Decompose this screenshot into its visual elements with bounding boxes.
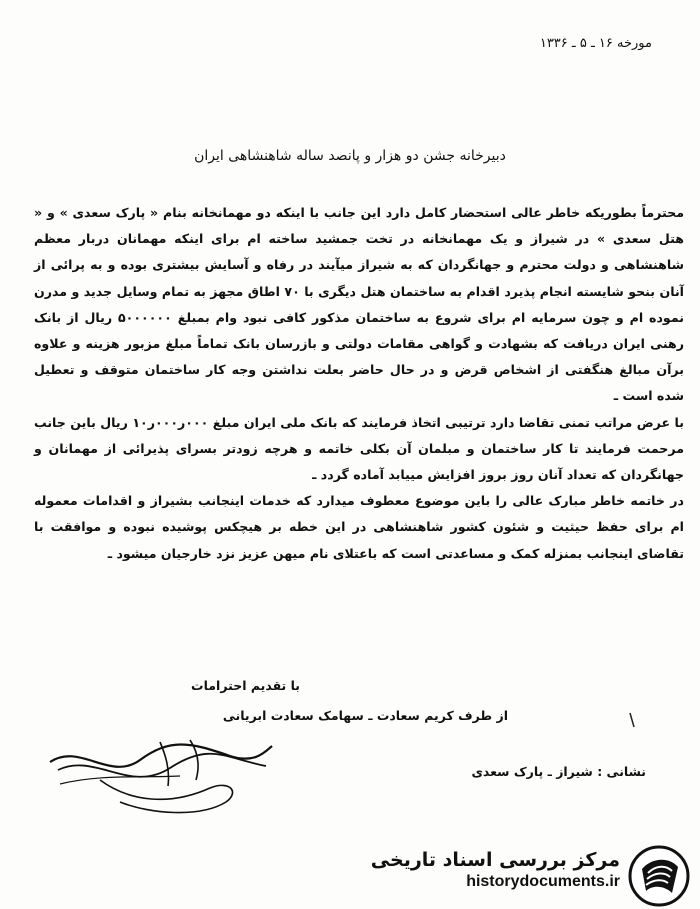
handwritten-signature: [40, 722, 280, 822]
letter-closing: با تقدیم احترامات: [191, 678, 300, 693]
watermark-url: historydocuments.ir: [466, 873, 620, 890]
letter-address: نشانی : شیراز ـ پارک سعدی: [471, 764, 646, 779]
letter-recipient: دبیرخانه جشن دو هزار و پانصد ساله شاهنشاهی ایران: [194, 148, 506, 164]
letter-paragraph: با عرض مراتب تمنی تقاضا دارد ترتیبی اتخاذ فرمایند که بانک ملی ایران مبلغ ۰۰۰ر۰۰۰ر۱۰ ریال باین جانب مرحمت فرمایند تا کار ساختمان و مبلمان آن بکلی خاتمه و هرچه زودتر بسرای پذیرائی از مهمانان و جهانگردان که تعداد آنان روز بروز افزایش مییابد آماده گردد ـ: [34, 414, 684, 483]
letter-paragraph: در خاتمه خاطر مبارک عالی را باین موضوع معطوف میدارد که خدمات اینجانب بشیراز و اقدامات معموله ام برای حفظ حیثیت و شئون کشور شاهنشاهی در این خطه بر هیچکس پوشیده نبوده و موافقت با تقاضای اینجانب بمنزله کمک و مساعدتی است که باعتلای نام میهن عزیز نزد خارجیان میشود ـ: [34, 493, 684, 561]
letter-paragraph: محترماً بطوریکه خاطر عالی استحضار کامل دارد این جانب با اینکه دو مهمانخانه بنام « پارک سعدی » و « هتل سعدی » در شیراز و یک مهمانخانه در تخت جمشید ساخته ام برای اینکه مهمانان دربار معظم شاهنشاهی و دولت محترم و جهانگردان که به شیراز میآیند در رفاه و آسایش بیشتری بوده و به پرائی از آنان بنحو شایسته انجام پذیرد اقدام به ساختمان هتل دیگری با ۷۰ اطاق مجهز به تمام وسایل جدید و مدرن نموده ام و چون سرمایه ام برای شروع به ساختمان مذکور کافی نبود وام بمبلغ ۵۰۰۰۰۰۰ ریال از بانک رهنی ایران دریافت که بشهادت و گواهی مقامات دولتی و بازرسان بانک تماماً مبلغ مزبور هزینه و علاوه برآن مبالغ هنگفتی از اشخاص قرض و در حال حاضر بعلت نداشتن وجه کار ساختمان متوقف و تعطیل شده است ـ: [34, 205, 685, 404]
ink-mark: [628, 712, 636, 728]
watermark-text: [371, 849, 620, 891]
letter-date: مورخه ۱۶ ـ ۵ ـ ۱۳۳۶: [539, 36, 652, 51]
letter-body: [34, 200, 684, 567]
watermark-title: مرکز بررسی اسناد تاریخی: [370, 849, 620, 871]
letter-sender: از طرف کریم سعادت ـ سهامک سعادت ابریانی: [222, 708, 508, 723]
watermark-footer: [370, 835, 700, 909]
scroll-logo-icon: [628, 845, 690, 907]
